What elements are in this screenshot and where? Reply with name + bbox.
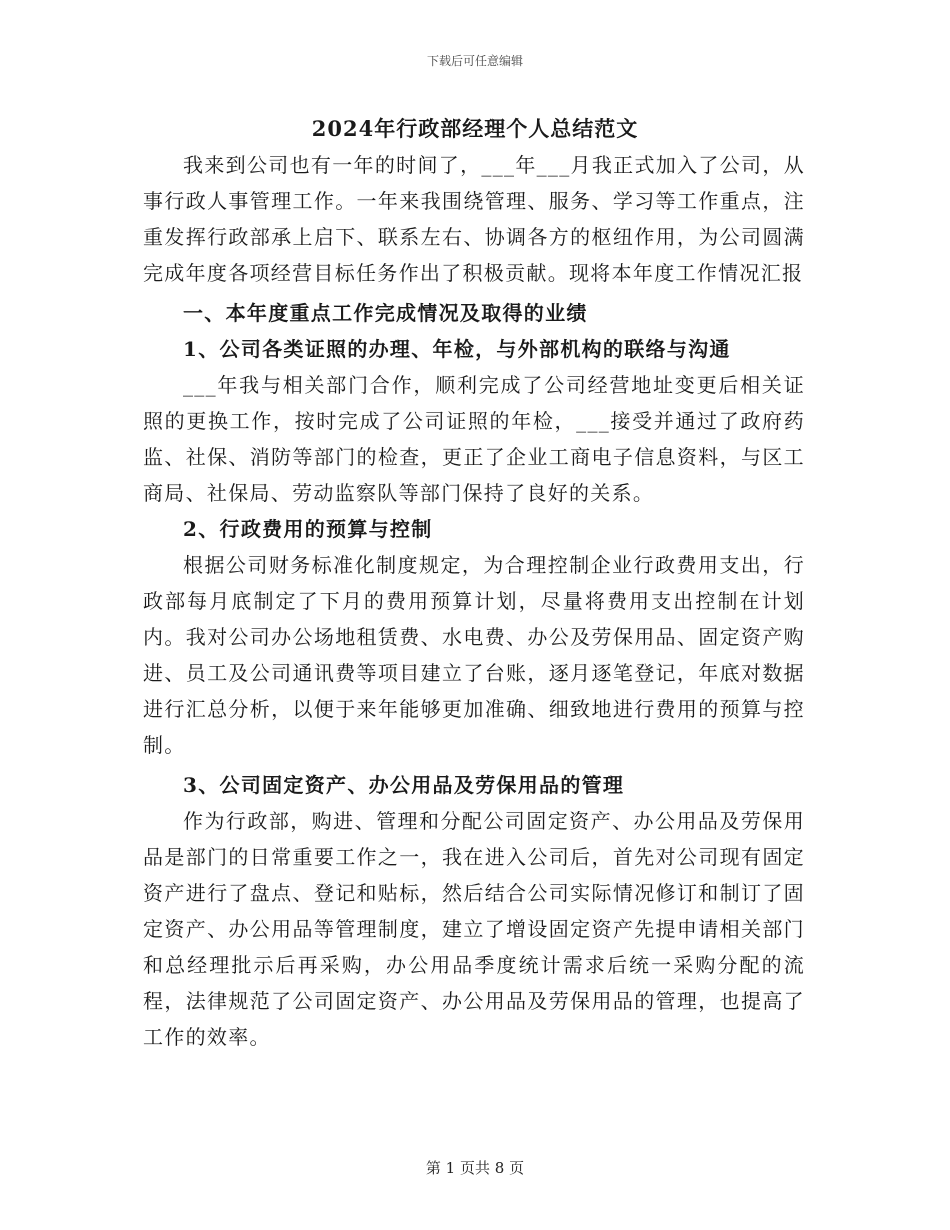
subsection-heading-2: 2、行政费用的预算与控制 [183, 517, 433, 541]
subsection-paragraph-1: ___年我与相关部门合作，顺利完成了公司经营地址变更后相关证照的更换工作，按时完成了公司证照的年检，___接受并通过了政府药监、社保、消防等部门的检查，更正了企业工商电子信息资料，与区工商局、社保局、劳动监察队等部门保持了良好的关系。 [143, 373, 805, 505]
page-footer: 第 1 页共 8 页 [425, 1159, 525, 1177]
subsection-paragraph-3: 作为行政部，购进、管理和分配公司固定资产、办公用品及劳保用品是部门的日常重要工作之一，我在进入公司后，首先对公司现有固定资产进行了盘点、登记和贴标，然后结合公司实际情况修订和制订了固定资产、办公用品等管理制度，建立了增设固定资产先提申请相关部门和总经理批示后再采购，办公用品季度统计需求后统一采购分配的流程，法律规范了公司固定资产、办公用品及劳保用品的管理，也提高了工作的效率。 [143, 809, 805, 1049]
page-header: 下载后可任意编辑 [426, 54, 523, 68]
document-title: 2024年行政部经理个人总结范文 [311, 116, 639, 141]
intro-paragraph: 我来到公司也有一年的时间了，___年___月我正式加入了公司，从事行政人事管理工作。一年来我围绕管理、服务、学习等工作重点，注重发挥行政部承上启下、联系左右、协调各方的枢纽作用，为公司圆满完成年度各项经营目标任务作出了积极贡献。现将本年度工作情况汇报 [143, 153, 805, 285]
subsection-heading-1: 1、公司各类证照的办理、年检，与外部机构的联络与沟通 [183, 337, 731, 361]
document-body [143, 147, 805, 1055]
section-heading-1: 一、本年度重点工作完成情况及取得的业绩 [183, 301, 588, 325]
subsection-heading-3: 3、公司固定资产、办公用品及劳保用品的管理 [183, 773, 625, 797]
subsection-paragraph-2: 根据公司财务标准化制度规定，为合理控制企业行政费用支出，行政部每月底制定了下月的费用预算计划，尽量将费用支出控制在计划内。我对公司办公场地租赁费、水电费、办公及劳保用品、固定资产购进、员工及公司通讯费等项目建立了台账，逐月逐笔登记，年底对数据进行汇总分析，以便于来年能够更加准确、细致地进行费用的预算与控制。 [143, 553, 805, 757]
